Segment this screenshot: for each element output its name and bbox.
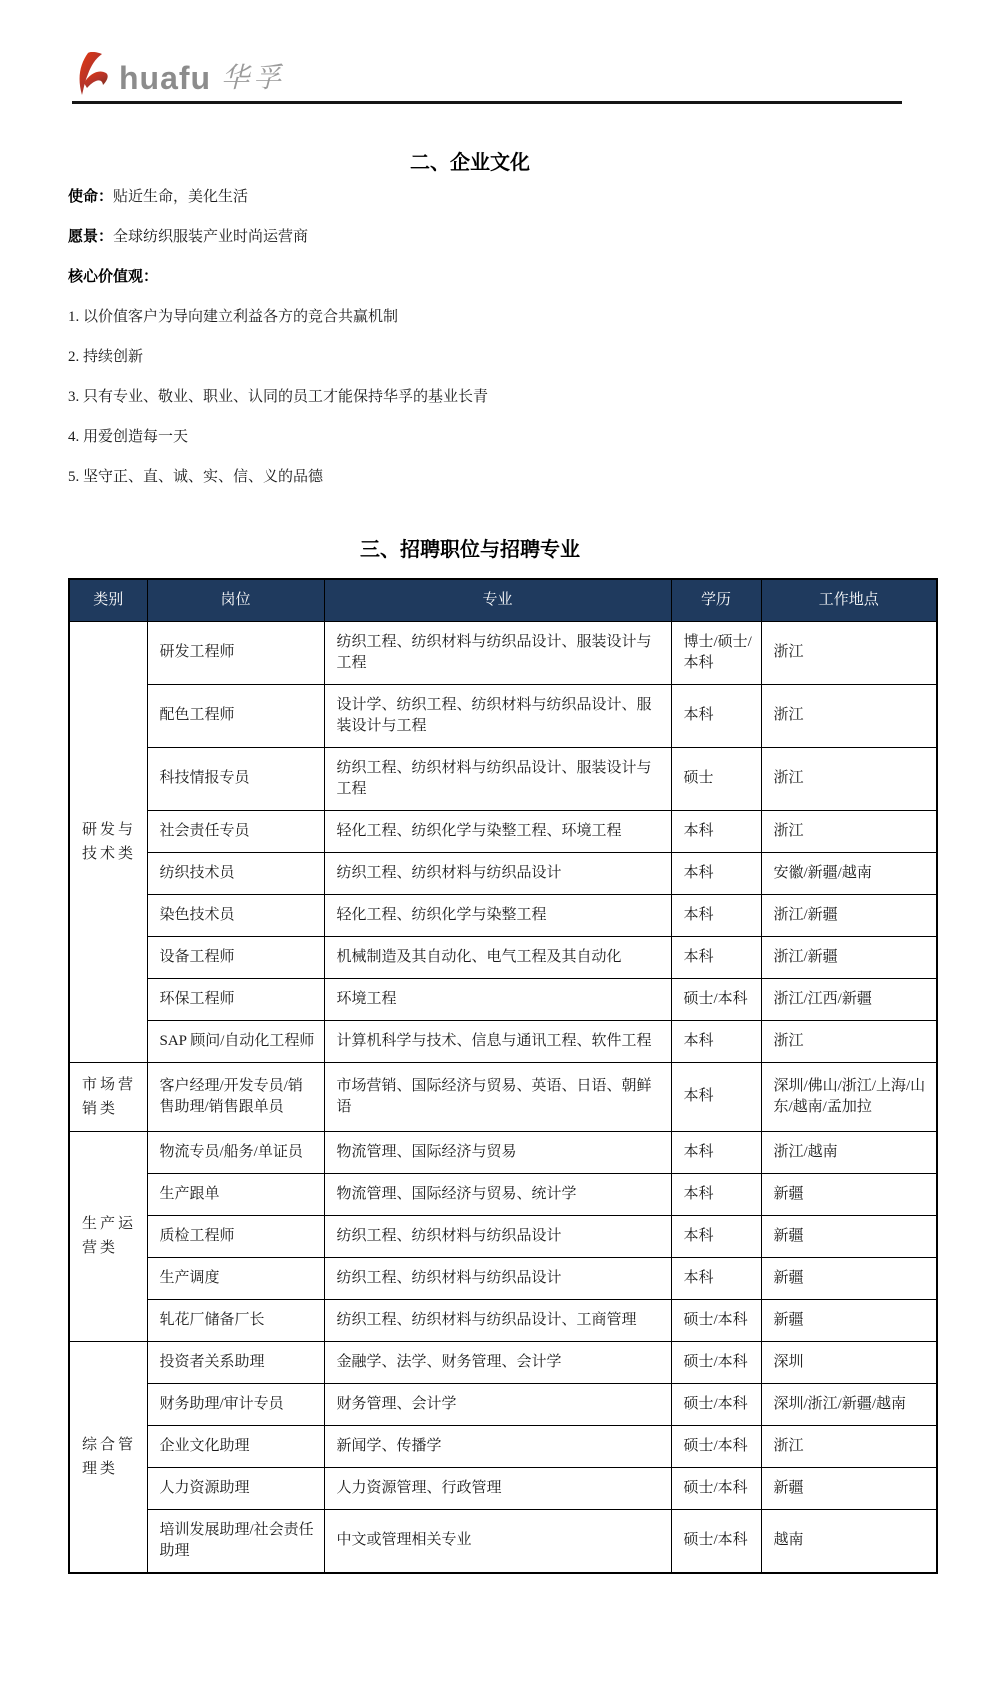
position-cell: 生产跟单 <box>147 1173 324 1215</box>
location-cell: 浙江 <box>761 747 937 810</box>
core-values-label: 核心价值观： <box>68 269 159 285</box>
position-cell: 财务助理/审计专员 <box>147 1383 324 1425</box>
position-cell: 科技情报专员 <box>147 747 324 810</box>
table-body <box>69 621 937 1573</box>
degree-cell: 硕士/本科 <box>671 1383 761 1425</box>
location-cell: 安徽/新疆/越南 <box>761 852 937 894</box>
position-cell: 轧花厂储备厂长 <box>147 1299 324 1341</box>
position-cell: 物流专员/船务/单证员 <box>147 1131 324 1173</box>
core-value-item: 4. 用爱创造每一天 <box>68 429 189 445</box>
position-cell: 企业文化助理 <box>147 1425 324 1467</box>
table-row <box>69 747 937 810</box>
location-cell: 深圳 <box>761 1341 937 1383</box>
degree-cell: 硕士/本科 <box>671 1467 761 1509</box>
mission-label: 使命： <box>68 189 114 205</box>
core-value-item: 1. 以价值客户为导向建立利益各方的竞合共赢机制 <box>68 309 399 325</box>
major-cell: 金融学、法学、财务管理、会计学 <box>324 1341 671 1383</box>
degree-cell: 本科 <box>671 1131 761 1173</box>
position-cell: 生产调度 <box>147 1257 324 1299</box>
table-row <box>69 1173 937 1215</box>
culture-body <box>68 186 888 506</box>
position-cell: 培训发展助理/社会责任助理 <box>147 1509 324 1573</box>
huafu-ribbon-h-icon <box>75 52 109 96</box>
degree-cell: 硕士/本科 <box>671 1425 761 1467</box>
degree-cell: 本科 <box>671 1020 761 1062</box>
major-cell: 轻化工程、纺织化学与染整工程 <box>324 894 671 936</box>
major-cell: 物流管理、国际经济与贸易、统计学 <box>324 1173 671 1215</box>
position-cell: SAP 顾问/自动化工程师 <box>147 1020 324 1062</box>
section-title-recruit: 三、招聘职位与招聘专业 <box>360 539 580 561</box>
location-cell: 浙江/新疆 <box>761 936 937 978</box>
degree-cell: 本科 <box>671 684 761 747</box>
major-cell: 财务管理、会计学 <box>324 1383 671 1425</box>
position-cell: 设备工程师 <box>147 936 324 978</box>
location-cell: 新疆 <box>761 1173 937 1215</box>
vision-label: 愿景： <box>68 229 114 245</box>
degree-cell: 硕士/本科 <box>671 1299 761 1341</box>
header-major: 专业 <box>324 579 671 621</box>
mission-line <box>68 186 888 208</box>
major-cell: 纺织工程、纺织材料与纺织品设计 <box>324 1257 671 1299</box>
position-cell: 人力资源助理 <box>147 1467 324 1509</box>
mission-text: 贴近生命，美化生活 <box>113 189 249 205</box>
major-cell: 环境工程 <box>324 978 671 1020</box>
major-cell: 纺织工程、纺织材料与纺织品设计 <box>324 1215 671 1257</box>
core-values-heading <box>68 266 888 288</box>
position-cell: 纺织技术员 <box>147 852 324 894</box>
category-cell: 生产运营类 <box>69 1131 147 1341</box>
location-cell: 浙江 <box>761 621 937 684</box>
degree-cell: 本科 <box>671 1257 761 1299</box>
degree-cell: 硕士/本科 <box>671 1509 761 1573</box>
major-cell: 轻化工程、纺织化学与染整工程、环境工程 <box>324 810 671 852</box>
major-cell: 纺织工程、纺织材料与纺织品设计、服装设计与工程 <box>324 747 671 810</box>
header-location: 工作地点 <box>761 579 937 621</box>
degree-cell: 本科 <box>671 1215 761 1257</box>
position-cell: 染色技术员 <box>147 894 324 936</box>
vision-text: 全球纺织服装产业时尚运营商 <box>113 229 309 245</box>
letterhead-divider <box>72 101 902 104</box>
degree-cell: 本科 <box>671 1173 761 1215</box>
position-cell: 研发工程师 <box>147 621 324 684</box>
core-value-item: 2. 持续创新 <box>68 349 144 365</box>
location-cell: 浙江/新疆 <box>761 894 937 936</box>
category-cell: 市场营销类 <box>69 1062 147 1131</box>
table-row <box>69 1257 937 1299</box>
major-cell: 中文或管理相关专业 <box>324 1509 671 1573</box>
core-values-list <box>68 306 888 488</box>
table-row <box>69 621 937 684</box>
table-row <box>69 1131 937 1173</box>
major-cell: 新闻学、传播学 <box>324 1425 671 1467</box>
location-cell: 深圳/浙江/新疆/越南 <box>761 1383 937 1425</box>
position-cell: 质检工程师 <box>147 1215 324 1257</box>
position-cell: 客户经理/开发专员/销售助理/销售跟单员 <box>147 1062 324 1131</box>
location-cell: 新疆 <box>761 1215 937 1257</box>
header-position: 岗位 <box>147 579 324 621</box>
table-row <box>69 852 937 894</box>
table-row <box>69 1215 937 1257</box>
degree-cell: 硕士 <box>671 747 761 810</box>
major-cell: 机械制造及其自动化、电气工程及其自动化 <box>324 936 671 978</box>
major-cell: 纺织工程、纺织材料与纺织品设计、服装设计与工程 <box>324 621 671 684</box>
logo-wordmark: huafu <box>119 60 212 96</box>
position-cell: 配色工程师 <box>147 684 324 747</box>
location-cell: 浙江/越南 <box>761 1131 937 1173</box>
major-cell: 市场营销、国际经济与贸易、英语、日语、朝鲜语 <box>324 1062 671 1131</box>
position-cell: 环保工程师 <box>147 978 324 1020</box>
header-category: 类别 <box>69 579 147 621</box>
location-cell: 新疆 <box>761 1257 937 1299</box>
location-cell: 浙江/江西/新疆 <box>761 978 937 1020</box>
table-row <box>69 1509 937 1573</box>
logo-chinese-script: 华孚 <box>221 63 286 94</box>
table-row <box>69 1341 937 1383</box>
degree-cell: 本科 <box>671 1062 761 1131</box>
degree-cell: 硕士/本科 <box>671 978 761 1020</box>
table-row <box>69 1467 937 1509</box>
location-cell: 浙江 <box>761 684 937 747</box>
degree-cell: 硕士/本科 <box>671 1341 761 1383</box>
table-row <box>69 1383 937 1425</box>
table-row <box>69 978 937 1020</box>
vision-line <box>68 226 888 248</box>
major-cell: 纺织工程、纺织材料与纺织品设计、工商管理 <box>324 1299 671 1341</box>
table-header-row <box>69 579 937 621</box>
category-cell: 研发与技术类 <box>69 621 147 1062</box>
location-cell: 越南 <box>761 1509 937 1573</box>
degree-cell: 本科 <box>671 894 761 936</box>
degree-cell: 本科 <box>671 852 761 894</box>
position-cell: 投资者关系助理 <box>147 1341 324 1383</box>
position-cell: 社会责任专员 <box>147 810 324 852</box>
location-cell: 新疆 <box>761 1467 937 1509</box>
table-row <box>69 810 937 852</box>
major-cell: 人力资源管理、行政管理 <box>324 1467 671 1509</box>
core-value-item: 5. 坚守正、直、诚、实、信、义的品德 <box>68 469 324 485</box>
core-value-item: 3. 只有专业、敬业、职业、认同的员工才能保持华孚的基业长青 <box>68 389 489 405</box>
major-cell: 设计学、纺织工程、纺织材料与纺织品设计、服装设计与工程 <box>324 684 671 747</box>
category-cell: 综合管理类 <box>69 1341 147 1573</box>
table-row <box>69 1062 937 1131</box>
company-logo <box>75 50 285 96</box>
location-cell: 浙江 <box>761 810 937 852</box>
table-row <box>69 1020 937 1062</box>
section-title-culture: 二、企业文化 <box>410 152 530 174</box>
recruitment-table <box>68 578 938 1574</box>
table-row <box>69 936 937 978</box>
location-cell: 深圳/佛山/浙江/上海/山东/越南/孟加拉 <box>761 1062 937 1131</box>
major-cell: 计算机科学与技术、信息与通讯工程、软件工程 <box>324 1020 671 1062</box>
major-cell: 纺织工程、纺织材料与纺织品设计 <box>324 852 671 894</box>
table-row <box>69 684 937 747</box>
table-row <box>69 1299 937 1341</box>
degree-cell: 博士/硕士/本科 <box>671 621 761 684</box>
major-cell: 物流管理、国际经济与贸易 <box>324 1131 671 1173</box>
location-cell: 新疆 <box>761 1299 937 1341</box>
degree-cell: 本科 <box>671 810 761 852</box>
header-degree: 学历 <box>671 579 761 621</box>
table-row <box>69 894 937 936</box>
degree-cell: 本科 <box>671 936 761 978</box>
location-cell: 浙江 <box>761 1425 937 1467</box>
table-row <box>69 1425 937 1467</box>
location-cell: 浙江 <box>761 1020 937 1062</box>
